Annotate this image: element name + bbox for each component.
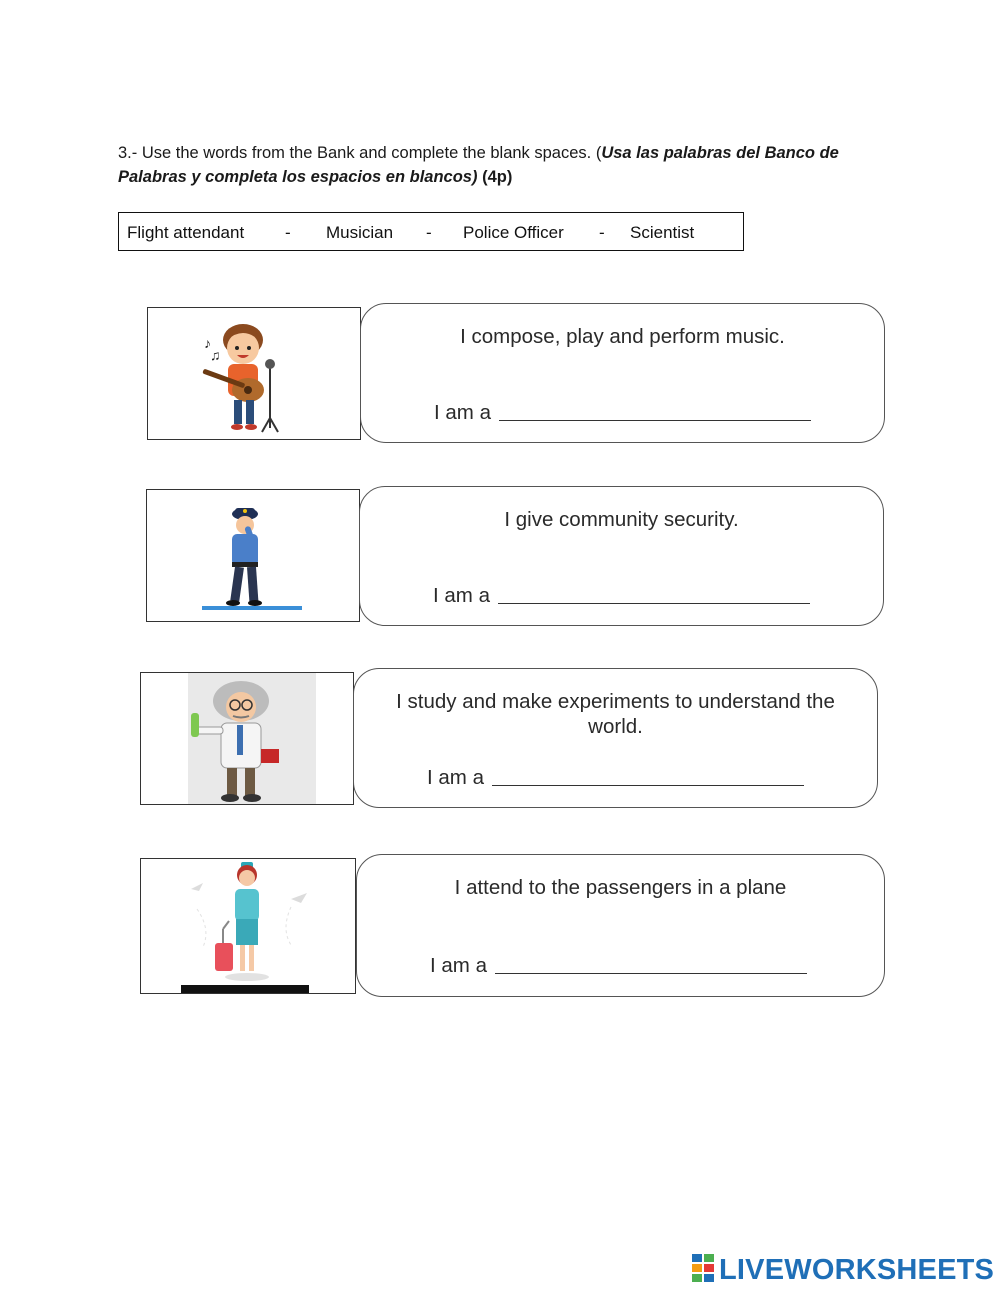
answer-blank[interactable] [492, 785, 804, 786]
exercise-prompt: I compose, play and perform music. [460, 325, 785, 348]
word-bank [118, 212, 744, 251]
answer-label: I am a [434, 401, 491, 424]
word-bank-item: Musician [326, 223, 394, 242]
instruction-points: (4p) [477, 168, 513, 186]
word-bank-separator: - [285, 223, 291, 242]
answer-line [427, 766, 804, 790]
word-bank-item: Police Officer [463, 223, 564, 242]
exercise-prompt: I study and make experiments to understand the world. [396, 690, 835, 738]
word-bank-item: Flight attendant [127, 223, 245, 242]
answer-label: I am a [427, 766, 484, 789]
scientist-picture [140, 672, 354, 805]
musician-illustration [148, 308, 361, 440]
musician-picture [147, 307, 361, 440]
exercise-prompt: I give community security. [504, 508, 739, 531]
exercise-card-3 [353, 668, 878, 808]
answer-label: I am a [430, 954, 487, 977]
liveworksheets-logo [692, 1254, 995, 1286]
svg-text:♪: ♪ [204, 335, 211, 351]
answer-line [434, 401, 811, 425]
liveworksheets-logo-icon [692, 1254, 716, 1282]
word-bank-separator: - [426, 223, 432, 242]
exercise-prompt: I attend to the passengers in a plane [454, 876, 787, 899]
answer-blank[interactable] [498, 603, 810, 604]
police-officer-picture [146, 489, 360, 622]
exercise-card-1 [360, 303, 885, 443]
instruction-spanish: Usa las palabras del Banco de Palabras y completa los espacios en blancos) [118, 144, 839, 186]
exercise-card-4 [356, 854, 885, 997]
answer-blank[interactable] [495, 973, 807, 974]
exercise-card-2 [359, 486, 884, 626]
answer-line [430, 954, 807, 978]
answer-label: I am a [433, 584, 490, 607]
flight-attendant-illustration [141, 859, 356, 994]
answer-blank[interactable] [499, 420, 811, 421]
word-bank-item: Scientist [630, 223, 695, 242]
instruction-text [118, 141, 888, 189]
instruction-english: 3.- Use the words from the Bank and complete the blank spaces. ( [118, 144, 602, 162]
svg-text:♫: ♫ [210, 347, 221, 363]
word-bank-separator: - [599, 223, 605, 242]
logo-text: LIVEWORKSHEETS [719, 1254, 995, 1286]
police-officer-illustration [147, 490, 360, 622]
scientist-illustration [141, 673, 354, 805]
answer-line [433, 584, 810, 608]
flight-attendant-picture [140, 858, 356, 994]
